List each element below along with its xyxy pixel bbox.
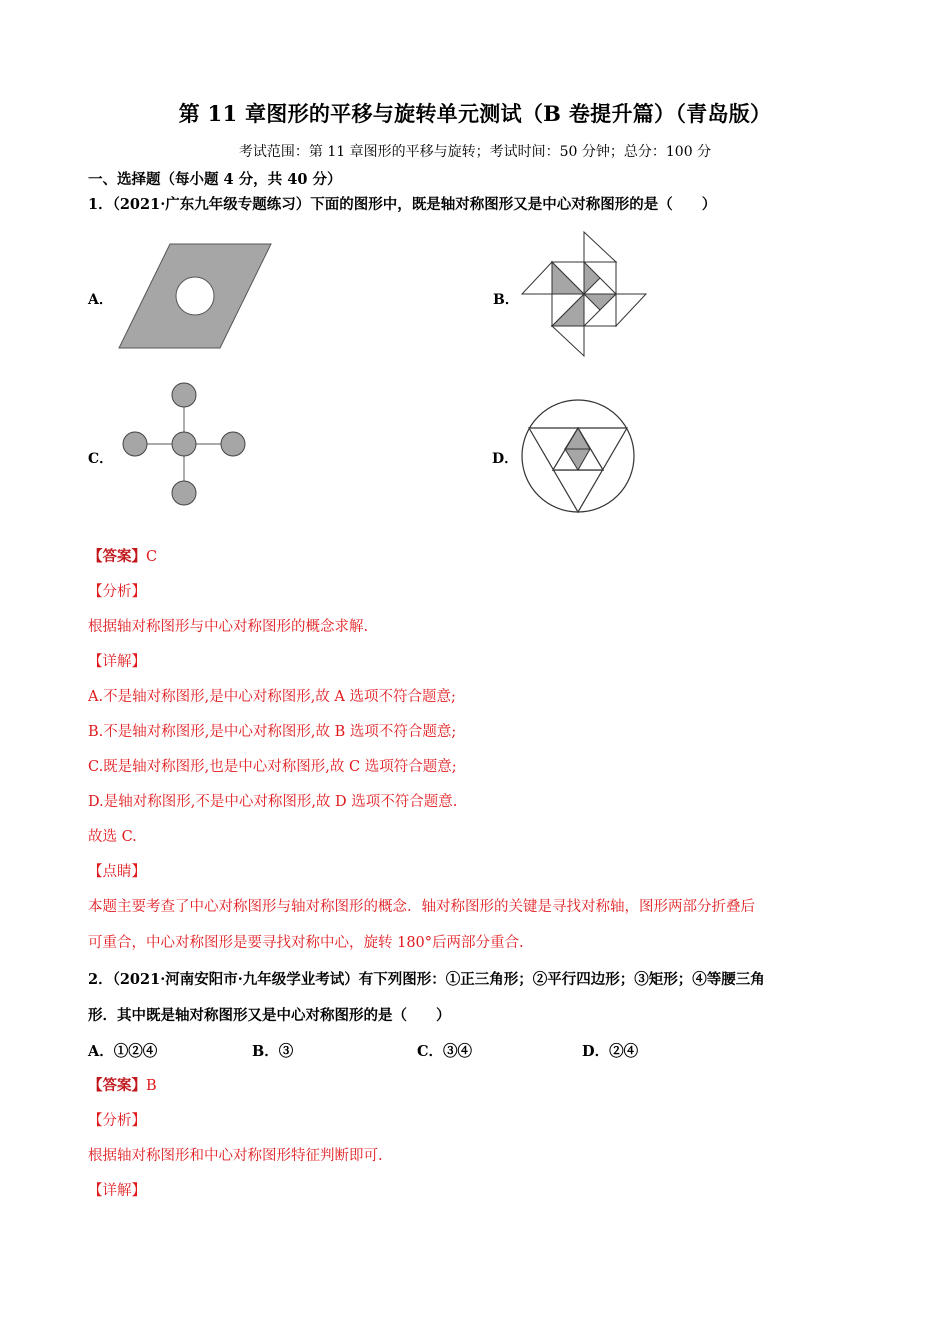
section-heading: 一、选择题（每小题 4 分，共 40 分）	[88, 171, 342, 188]
question-1-stem: 1．（2021·广东九年级专题练习）下面的图形中，既是轴对称图形又是中心对称图形的是（ ）	[88, 196, 717, 213]
q1-answer	[88, 545, 157, 566]
q1-detail-line: A.不是轴对称图形,是中心对称图形,故 A 选项不符合题意;	[88, 689, 456, 705]
question-2-stem-line1: 2．（2021·河南安阳市·九年级学业考试）有下列图形：①正三角形；②平行四边形；③矩形；④等腰三角	[88, 971, 765, 988]
q2-option-a: A．①②④	[88, 1043, 158, 1060]
q1-analysis-text: 根据轴对称图形与中心对称图形的概念求解.	[88, 619, 369, 635]
q2-option-b: B．③	[252, 1043, 294, 1060]
q1-comment-line: 本题主要考查了中心对称图形与轴对称图形的概念．轴对称图形的关键是寻找对称轴，图形两部分折叠后	[88, 899, 755, 915]
q2-answer	[88, 1074, 157, 1095]
question-2-stem-line2: 形．其中既是轴对称图形又是中心对称图形的是（ ）	[88, 1007, 451, 1024]
q2-answer-value: B	[146, 1078, 157, 1094]
q1-detail-label: 【详解】	[88, 654, 146, 670]
parallelogram-with-hole-figure	[118, 242, 272, 350]
q1-option-d-label: D．	[492, 451, 519, 467]
q2-answer-label: 【答案】	[88, 1077, 146, 1094]
pinwheel-figure	[518, 230, 650, 358]
cross-circles-figure	[120, 380, 248, 508]
q1-conclusion: 故选 C.	[88, 829, 137, 845]
q1-option-c-label: C．	[88, 451, 114, 467]
q1-answer-label: 【答案】	[88, 548, 146, 565]
q1-comment-label: 【点睛】	[88, 864, 146, 880]
q2-analysis-text: 根据轴对称图形和中心对称图形特征判断即可.	[88, 1148, 383, 1164]
q1-detail-line: C.既是轴对称图形,也是中心对称图形,故 C 选项符合题意;	[88, 759, 457, 775]
q1-option-b-label: B．	[493, 292, 519, 308]
page-title: 第 11 章图形的平移与旋转单元测试（B 卷提升篇）（青岛版）	[178, 101, 772, 126]
q2-analysis-label: 【分析】	[88, 1113, 146, 1129]
q1-analysis-label: 【分析】	[88, 584, 146, 600]
q2-option-d: D．②④	[582, 1043, 639, 1060]
circle-triangles-figure	[520, 398, 638, 516]
q2-option-c: C．③④	[417, 1043, 473, 1060]
q1-comment-line: 可重合，中心对称图形是要寻找对称中心，旋转 180°后两部分重合.	[88, 935, 524, 951]
q1-detail-line: B.不是轴对称图形,是中心对称图形,故 B 选项不符合题意;	[88, 724, 457, 740]
q1-detail-line: D.是轴对称图形,不是中心对称图形,故 D 选项不符合题意.	[88, 794, 458, 810]
q2-detail-label: 【详解】	[88, 1183, 146, 1199]
q1-option-a-label: A．	[88, 292, 113, 308]
q1-answer-value: C	[146, 549, 158, 565]
exam-info: 考试范围：第 11 章图形的平移与旋转；考试时间：50 分钟；总分：100 分	[238, 144, 712, 160]
